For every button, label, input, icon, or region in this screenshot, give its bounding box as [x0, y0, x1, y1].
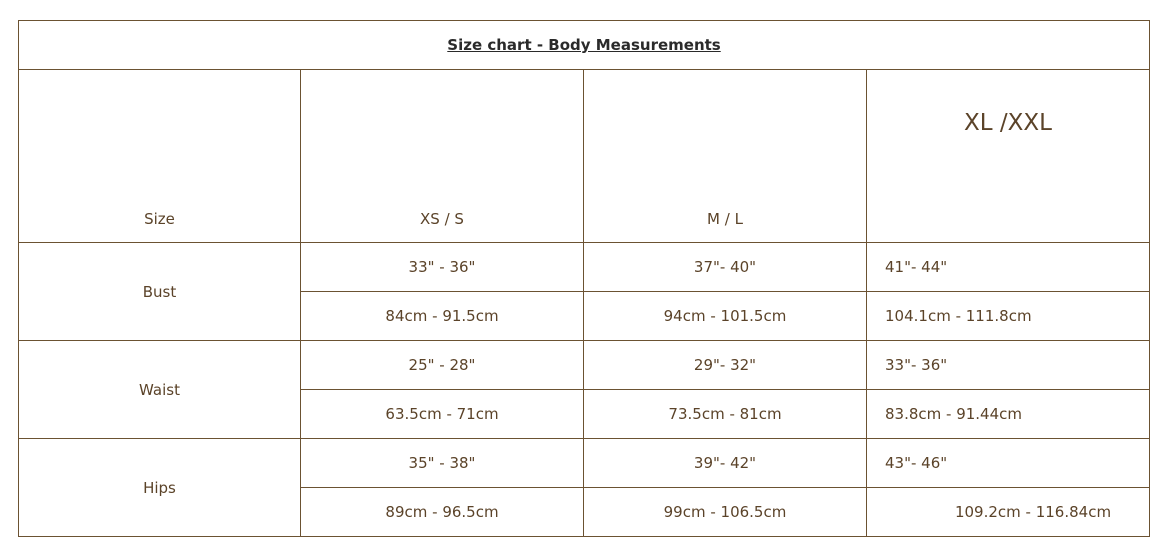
table-cell: 43"- 46" [867, 439, 1150, 488]
size-header: Size [19, 70, 301, 243]
table-cell: 25" - 28" [301, 341, 584, 390]
table-row [19, 439, 1150, 488]
title-row [19, 21, 1150, 70]
table-cell: 109.2cm - 116.84cm [867, 488, 1150, 537]
table-cell: 29"- 32" [584, 341, 867, 390]
table-cell: 104.1cm - 111.8cm [867, 292, 1150, 341]
table-cell: 89cm - 96.5cm [301, 488, 584, 537]
table-row [19, 341, 1150, 390]
row-label-bust: Bust [19, 243, 301, 341]
title-cell [19, 21, 1150, 70]
table-cell: 94cm - 101.5cm [584, 292, 867, 341]
table-cell: 63.5cm - 71cm [301, 390, 584, 439]
table-cell: 33"- 36" [867, 341, 1150, 390]
size-chart-table [18, 20, 1150, 537]
header-row [19, 70, 1150, 243]
table-cell: 39"- 42" [584, 439, 867, 488]
table-cell: 84cm - 91.5cm [301, 292, 584, 341]
size-chart-title: Size chart - Body Measurements [447, 36, 721, 54]
column-header-xl-xxl: XL /XXL [867, 70, 1150, 243]
table-cell: 33" - 36" [301, 243, 584, 292]
table-cell: 37"- 40" [584, 243, 867, 292]
table-cell: 73.5cm - 81cm [584, 390, 867, 439]
table-cell: 35" - 38" [301, 439, 584, 488]
column-header-m-l: M / L [584, 70, 867, 243]
table-cell: 41"- 44" [867, 243, 1150, 292]
table-cell: 99cm - 106.5cm [584, 488, 867, 537]
table-row [19, 243, 1150, 292]
row-label-hips: Hips [19, 439, 301, 537]
column-header-xs-s: XS / S [301, 70, 584, 243]
row-label-waist: Waist [19, 341, 301, 439]
table-cell: 83.8cm - 91.44cm [867, 390, 1150, 439]
